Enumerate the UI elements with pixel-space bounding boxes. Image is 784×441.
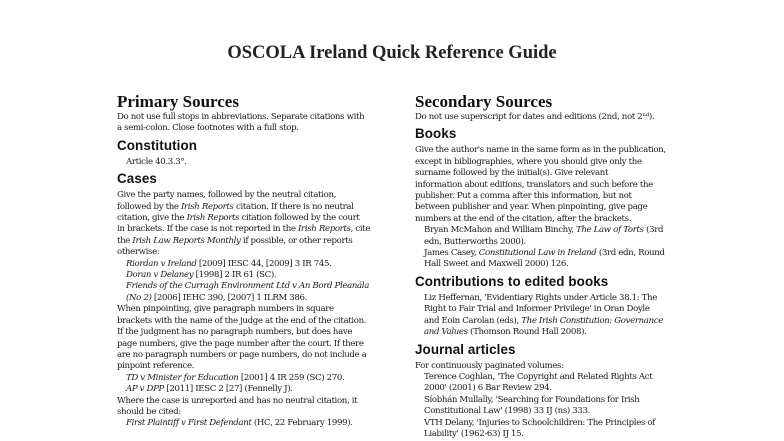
case-name: Doran v Delaney — [126, 270, 194, 281]
book-example: Hall Sweet and Maxwell 2000) 126. — [424, 259, 569, 270]
case-name: (No 2) — [126, 292, 152, 303]
pinpoint-line: If the judgment has no paragraph numbers, but does have — [117, 327, 353, 338]
book-example: edn, Butterworths 2000). — [424, 236, 526, 247]
books-heading: Books — [415, 126, 457, 142]
journal-example: Síobhán Mullally, 'Searching for Foundations for Irish — [424, 394, 640, 405]
case-name: Riordan v Ireland — [126, 258, 197, 269]
text-run: if possible, or other reports — [240, 235, 353, 246]
case-citation: [2001] 4 IR 259 (SC) 270. — [238, 372, 345, 383]
journal-example: Liability' (1962-63) IJ 15. — [424, 428, 524, 439]
journal-example: Constitutional Law' (1998) 33 IJ (ns) 333. — [424, 406, 591, 417]
case-example — [117, 373, 399, 384]
text-run: followed by the — [117, 201, 181, 212]
contribution-example — [415, 327, 707, 338]
case-example — [117, 270, 399, 281]
book-title: The Law of Torts — [575, 225, 644, 236]
case-name: TD v Minister for Education — [126, 372, 239, 383]
pinpoint-line: are no paragraph numbers or page numbers, do not include a — [117, 349, 367, 360]
primary-intro-line: Do not use full stops in abbreviations. Separate citations with — [117, 112, 365, 122]
report-name: Irish Reports — [181, 201, 234, 212]
constitution-heading: Constitution — [117, 137, 198, 153]
cases-intro-line: otherwise: — [117, 247, 160, 258]
books-text-line: surname followed by the initial(s). Give relevant — [415, 168, 609, 179]
primary-sources-column — [117, 92, 399, 430]
case-example — [117, 293, 399, 304]
contribution-example: Right to Fair Trial and Informer Privilege' in Oran Doyle — [424, 304, 650, 315]
text-run: (3rd — [643, 225, 664, 236]
text-run: James Casey, — [424, 248, 479, 259]
text-run: the — [117, 235, 133, 246]
report-name: Irish Reports — [298, 224, 351, 235]
contributions-heading: Contributions to edited books — [415, 273, 609, 289]
case-example — [117, 418, 399, 429]
cases-intro-line — [117, 202, 399, 213]
secondary-intro: Do not use superscript for dates and editions (2nd, not 2ⁿᵈ). — [415, 112, 655, 122]
case-name: First Plaintiff v First Defendant — [126, 418, 252, 429]
text-run: citation. If there is no neutral — [233, 201, 354, 212]
case-example — [117, 384, 399, 395]
journal-example: 2000' (2001) 6 Bar Review 294. — [424, 383, 552, 394]
primary-sources-heading: Primary Sources — [117, 92, 239, 111]
case-citation: [2006] IEHC 390, [2007] 1 ILRM 386. — [151, 292, 308, 303]
text-run: and Eoin Carolan (eds), — [424, 315, 522, 326]
journal-example: Terence Coghlan, 'The Copyright and Related Rights Act — [424, 371, 653, 382]
journal-example: VTH Delany, 'Injuries to Schoolchildren: The Principles of — [424, 417, 656, 428]
case-name: Friends of the Curragh Environment Ltd v An Bord Pleanála — [126, 281, 369, 292]
report-name: Irish Reports — [186, 213, 240, 224]
book-title: The Irish Constitution: Governance — [521, 315, 663, 326]
books-text-line: except in bibliographies, where you should give only the — [415, 156, 642, 167]
cases-intro-line — [117, 236, 399, 247]
document-title: OSCOLA Ireland Quick Reference Guide — [227, 43, 557, 63]
unreported-line: Where the case is unreported and has no neutral citation, it — [117, 395, 358, 406]
secondary-sources-heading: Secondary Sources — [415, 92, 553, 111]
books-text-line: publisher. Put a comma after this information, but not — [415, 191, 632, 202]
cases-intro-line — [117, 213, 399, 224]
text-run: Bryan McMahon and William Binchy, — [424, 225, 576, 236]
text-run: citation, give the — [117, 213, 187, 224]
text-run: in brackets. If the case is not reported in the — [117, 224, 299, 235]
books-text-line: numbers at the end of the citation, after the brackets. — [415, 213, 632, 224]
secondary-sources-column — [415, 92, 707, 440]
contribution-example — [415, 316, 707, 327]
case-example — [117, 259, 399, 270]
case-citation: [1998] 2 IR 61 (SC). — [193, 270, 277, 281]
books-text-line: between publisher and year. When pinpointing, give page — [415, 202, 648, 213]
cases-intro-line — [117, 224, 399, 235]
pinpoint-line: pinpoint reference. — [117, 361, 195, 372]
case-citation: [2009] IESC 44, [2009] 3 IR 745. — [196, 258, 332, 269]
journals-intro: For continuously paginated volumes: — [415, 360, 564, 371]
book-title: and Values — [424, 327, 468, 338]
book-title: Constitutional Law in Ireland — [478, 248, 597, 259]
pinpoint-line: brackets with the name of the judge at the end of the citation. — [117, 315, 367, 326]
text-run: (3rd edn, Round — [596, 248, 665, 259]
books-text-line: Give the author's name in the same form as in the publication, — [415, 145, 666, 156]
book-example — [415, 248, 707, 259]
cases-intro-line: Give the party names, followed by the neutral citation, — [117, 190, 337, 201]
case-citation: [2011] IESC 2 [27] (Fennelly J). — [163, 384, 293, 395]
report-name: Irish Law Reports Monthly — [132, 235, 241, 246]
journal-articles-heading: Journal articles — [415, 341, 516, 357]
case-example — [117, 281, 399, 292]
constitution-example: Article 40.3.3°. — [126, 156, 187, 167]
book-example — [415, 225, 707, 236]
unreported-line: should be cited: — [117, 406, 181, 417]
primary-intro-line: a semi-colon. Close footnotes with a full stop. — [117, 123, 299, 134]
cases-heading: Cases — [117, 171, 157, 187]
text-run: (Thomson Round Hall 2008). — [467, 327, 587, 338]
books-text-line: information about editions, translators and such before the — [415, 179, 653, 190]
text-run: , cite — [350, 224, 371, 235]
pinpoint-line: When pinpointing, give paragraph numbers in square — [117, 304, 334, 315]
pinpoint-line: page numbers, give the page number after the court. If there — [117, 338, 364, 349]
case-name: AP v DPP — [126, 384, 164, 395]
contribution-example: Liz Heffernan, 'Evidentiary Rights under Article 38.1: The — [424, 292, 657, 303]
case-citation: (HC, 22 February 1999). — [251, 418, 353, 429]
text-run: citation followed by the court — [239, 213, 360, 224]
